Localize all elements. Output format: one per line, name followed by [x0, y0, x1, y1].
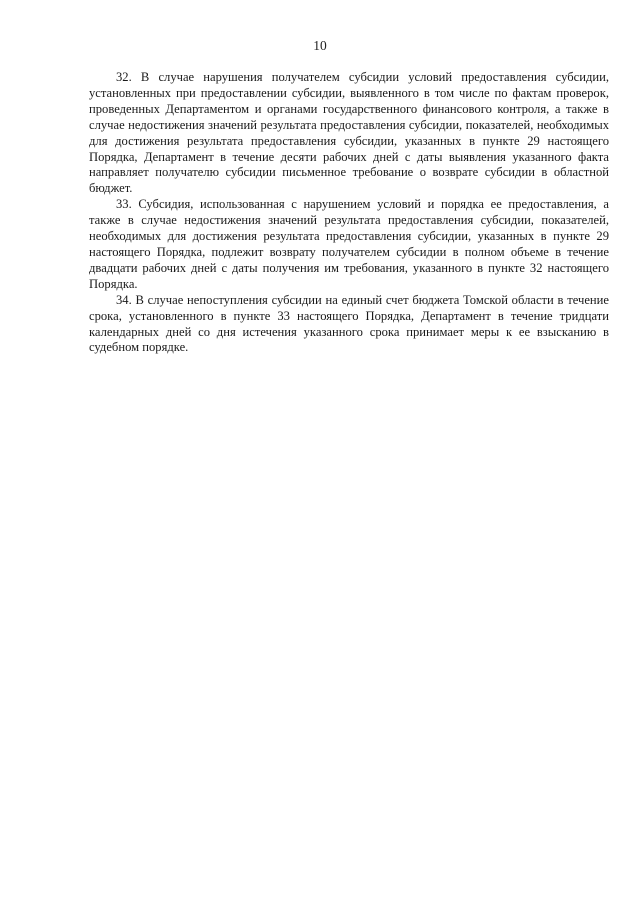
document-body	[89, 70, 609, 356]
page-number: 10	[313, 38, 327, 53]
paragraph-34: 34. В случае непоступления субсидии на единый счет бюджета Томской области в течение срока, установленного в пункте 33 настоящего Порядка, Департамент в течение тридцати календарных дней со дня истечения указанного срока принимает меры к ее взысканию в судебном порядке.	[89, 292, 609, 355]
paragraph-32: 32. В случае нарушения получателем субсидии условий предоставления субсидии, установленных при предоставлении субсидии, выявленного в том числе по фактам проверок, проведенных Департаментом и органами государственного финансового контроля, а также в случае недостижения значений результата предоставления субсидии, показателей, необходимых для достижения результата предоставления субсидии, указанных в пункте 29 настоящего Порядка, Департамент в течение десяти рабочих дней с даты выявления указанного факта направляет получателю субсидии письменное требование о возврате субсидии в областной бюджет.	[89, 70, 609, 196]
paragraph-33: 33. Субсидия, использованная с нарушением условий и порядка ее предоставления, а также в случае недостижения значений результата предоставления субсидии, показателей, необходимых для достижения результата предоставления субсидии, указанных в пункте 29 настоящего Порядка, подлежит возврату получателем субсидии в полном объеме в течение двадцати рабочих дней с даты получения им требования, указанного в пункте 32 настоящего Порядка.	[89, 197, 609, 291]
